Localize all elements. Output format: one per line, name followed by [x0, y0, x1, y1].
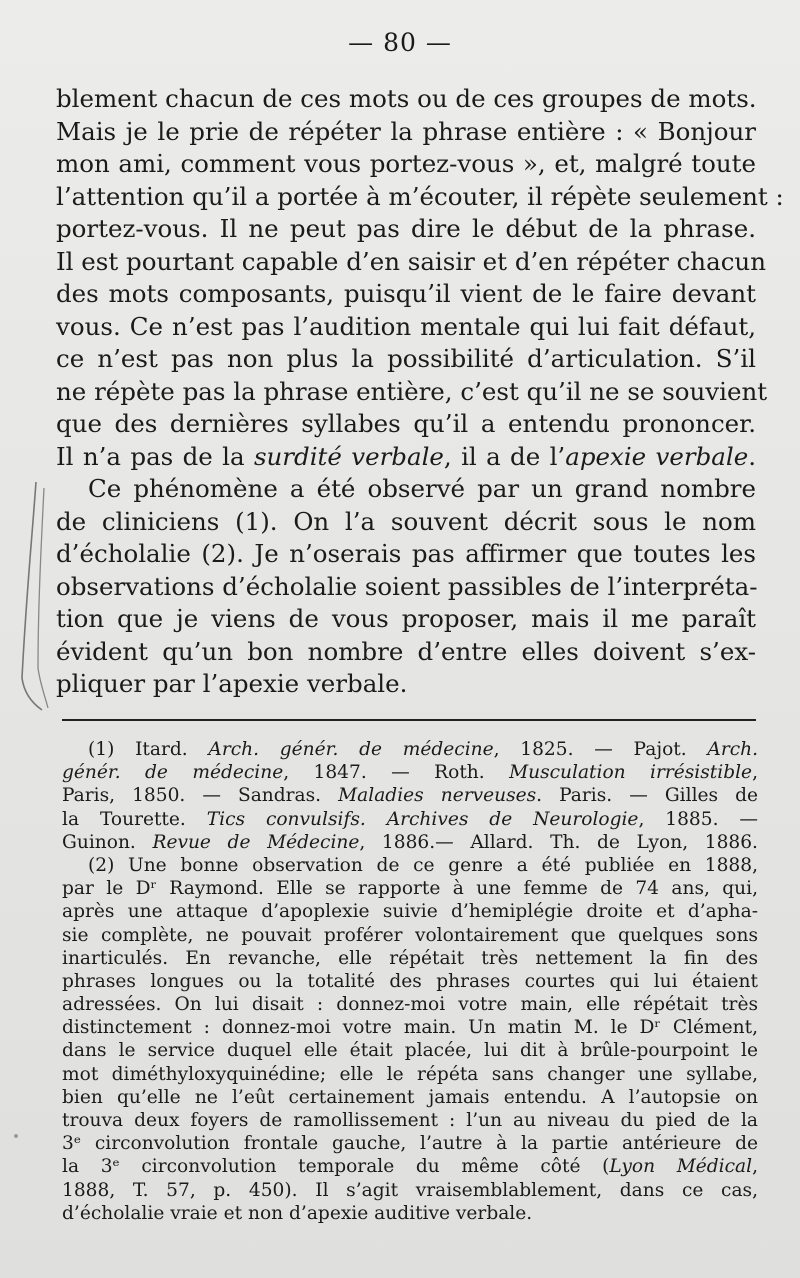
text-line: ne répète pas la phrase entière, c’est qu’il ne se souvient — [56, 376, 768, 406]
text-line: que des dernières syllabes qu’il a entendu prononcer. — [56, 409, 756, 438]
margin-pencil-mark — [14, 478, 54, 718]
footnote-line: (1) Itard. Arch. génér. de médecine, 1825. — Pajot. Arch. — [88, 739, 759, 760]
text-line: de cliniciens (1). On l’a souvent décrit sous le nom — [56, 506, 756, 536]
text-line: pliquer par l’apexie verbale. — [56, 669, 408, 698]
footnote-line: par le Dʳ Raymond. Elle se rapporte à une femme de 74 ans, qui, — [62, 878, 758, 900]
footnote-line: mot diméthyloxyquinédine; elle le répéta sans changer une syllabe, — [62, 1063, 758, 1085]
footnotes — [62, 738, 758, 1225]
paragraph-start: Ce phénomène a été observé par un grand nombre — [88, 474, 756, 503]
footnote-line: distinctement : donnez-moi votre main. Un matin M. le Dʳ Clément, — [62, 1017, 758, 1039]
text-line: tion que je viens de vous proposer, mais il me paraît — [56, 604, 756, 633]
footnote-line: (2) Une bonne observation de ce genre a été publiée en 1888, — [88, 854, 758, 876]
footnote-line: phrases longues ou la totalité des phrases courtes qui lui étaient — [62, 970, 758, 992]
footnote-line: 3ᵉ circonvolution frontale gauche, l’autre à la partie antérieure de — [62, 1133, 758, 1155]
footnote-line: bien qu’elle ne l’eût certainement jamais entendu. A l’autopsie on — [62, 1086, 758, 1108]
text-line: Mais je le prie de répéter la phrase entière : « Bonjour — [56, 116, 756, 146]
text-line: évident qu’un bon nombre d’entre elles doivent s’ex- — [56, 636, 756, 666]
footnote-line: inarticulés. En revanche, elle répétait très nettement la fin des — [62, 947, 758, 969]
main-text — [56, 83, 784, 701]
text-line: observations d’écholalie soient passibles de l’interpréta- — [56, 571, 758, 601]
footnote-separator — [62, 719, 756, 721]
italic-term: apexie verbale — [565, 441, 749, 471]
text-line: ce n’est pas non plus la possibilité d’articulation. S’il — [56, 344, 756, 373]
text-line: l’attention qu’il a portée à m’écouter, il répète seulement : — [56, 181, 784, 211]
footnote-line: après une attaque d’apoplexie suivie d’hemiplégie droite et d’apha- — [62, 901, 758, 923]
footnote-line: adressées. On lui disait : donnez-moi votre main, elle répétait très — [62, 994, 758, 1016]
footnote-line: Paris, 1850. — Sandras. Maladies nerveuses. Paris. — Gilles de — [62, 785, 758, 807]
text-line: blement chacun de ces mots ou de ces groupes de mots. — [56, 84, 757, 113]
footnote-line: génér. de médecine, 1847. — Roth. Musculation irrésistible, — [62, 762, 758, 784]
footnote-line: 1888, T. 57, p. 450). Il s’agit vraisemblablement, dans ce cas, — [62, 1179, 758, 1201]
text-line: portez-vous. Il ne peut pas dire le début de la phrase. — [56, 214, 756, 243]
text-line: Il est pourtant capable d’en saisir et d’en répéter chacun — [56, 246, 766, 276]
text-line: des mots composants, puisqu’il vient de le faire devant — [56, 279, 756, 308]
text-line: mon ami, comment vous portez-vous », et, malgré toute — [56, 149, 756, 178]
footnote-line: d’écholalie vraie et non d’apexie auditive verbale. — [62, 1202, 533, 1224]
paper-speck — [14, 1134, 18, 1138]
footnote-line: dans le service duquel elle était placée, lui dit à brûle-pourpoint le — [62, 1040, 758, 1062]
italic-term: surdité verbale — [253, 441, 444, 471]
text-line: d’écholalie (2). Je n’oserais pas affirmer que toutes les — [56, 539, 756, 568]
footnote-line: la Tourette. Tics convulsifs. Archives de Neurologie, 1885. — — [62, 808, 759, 830]
footnote-line: trouva deux foyers de ramollissement : l’un au niveau du pied de la — [62, 1110, 758, 1131]
footnote-line: Guinon. Revue de Médecine, 1886.— Allard. Th. de Lyon, 1886. — [62, 831, 758, 853]
text-line: Il n’a pas de la surdité verbale, il a de l’apexie verbale. — [56, 441, 756, 471]
page-number: — 80 — — [348, 28, 452, 57]
footnote-line: la 3ᵉ circonvolution temporale du même côté (Lyon Médical, — [62, 1156, 758, 1178]
text-line: vous. Ce n’est pas l’audition mentale qui lui fait défaut, — [56, 311, 756, 341]
footnote-line: sie complète, ne pouvait proférer volontairement que quelques sons — [62, 924, 758, 946]
